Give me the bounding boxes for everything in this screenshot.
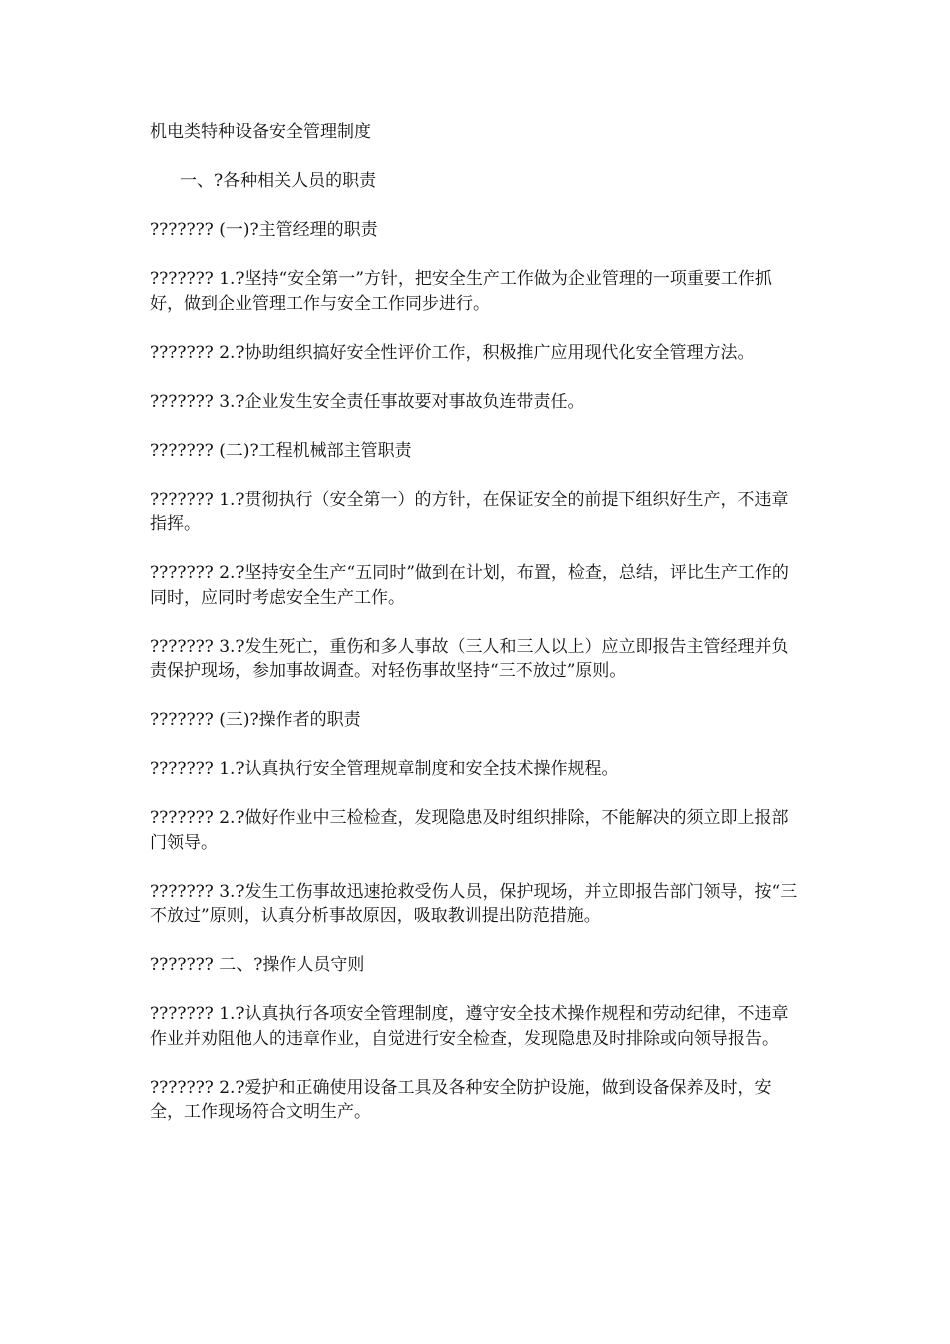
paragraph: ??????? 1.?认真执行各项安全管理制度，遵守安全技术操作规程和劳动纪律，不违章作业并劝阻他人的违章作业，自觉进行安全检查，发现隐患及时排除或向领导报告。 [150, 1004, 789, 1049]
paragraph: ??????? 2.?做好作业中三检检查，发现隐患及时组织排除，不能解决的须立即上报部门领导。 [150, 808, 789, 853]
paragraph: ??????? 3.?发生工伤事故迅速抢救受伤人员，保护现场，并立即报告部门领导，按“三不放过”原则，认真分析事故原因，吸取教训提出防范措施。 [150, 881, 798, 926]
paragraph: ??????? 2.?协助组织搞好安全性评价工作，积极推广应用现代化安全管理方法。 [150, 342, 755, 363]
section-heading: ??????? 二、?操作人员守则 [150, 955, 365, 975]
paragraph: ??????? 3.?发生死亡，重伤和多人事故（三人和三人以上）应立即报告主管经理并负责保护现场，参加事故调查。对轻伤事故坚持“三不放过”原则。 [150, 636, 789, 681]
subsection-heading: ??????? (一)?主管经理的职责 [150, 220, 378, 240]
subsection-heading: ??????? (二)?工程机械部主管职责 [150, 440, 412, 461]
paragraph: ??????? 2.?坚持安全生产“五同时”做到在计划，布置，检查，总结，评比生产工作的同时，应同时考虑安全生产工作。 [150, 563, 789, 608]
subsection-heading: ??????? (三)?操作者的职责 [150, 710, 361, 730]
section-heading: 一、?各种相关人员的职责 [180, 171, 377, 191]
paragraph: ??????? 1.?认真执行安全管理规章制度和安全技术操作规程。 [150, 759, 619, 779]
paragraph: ??????? 1.?坚持“安全第一”方针，把安全生产工作做为企业管理的一项重要工作抓好，做到企业管理工作与安全工作同步进行。 [150, 269, 772, 314]
document-title: 机电类特种设备安全管理制度 [150, 122, 371, 142]
document-page [150, 120, 800, 1149]
paragraph: ??????? 2.?爱护和正确使用设备工具及各种安全防护设施，做到设备保养及时，安全，工作现场符合文明生产。 [150, 1077, 772, 1122]
paragraph: ??????? 1.?贯彻执行（安全第一）的方针，在保证安全的前提下组织好生产，不违章指挥。 [150, 489, 789, 534]
paragraph: ??????? 3.?企业发生安全责任事故要对事故负连带责任。 [150, 391, 585, 412]
